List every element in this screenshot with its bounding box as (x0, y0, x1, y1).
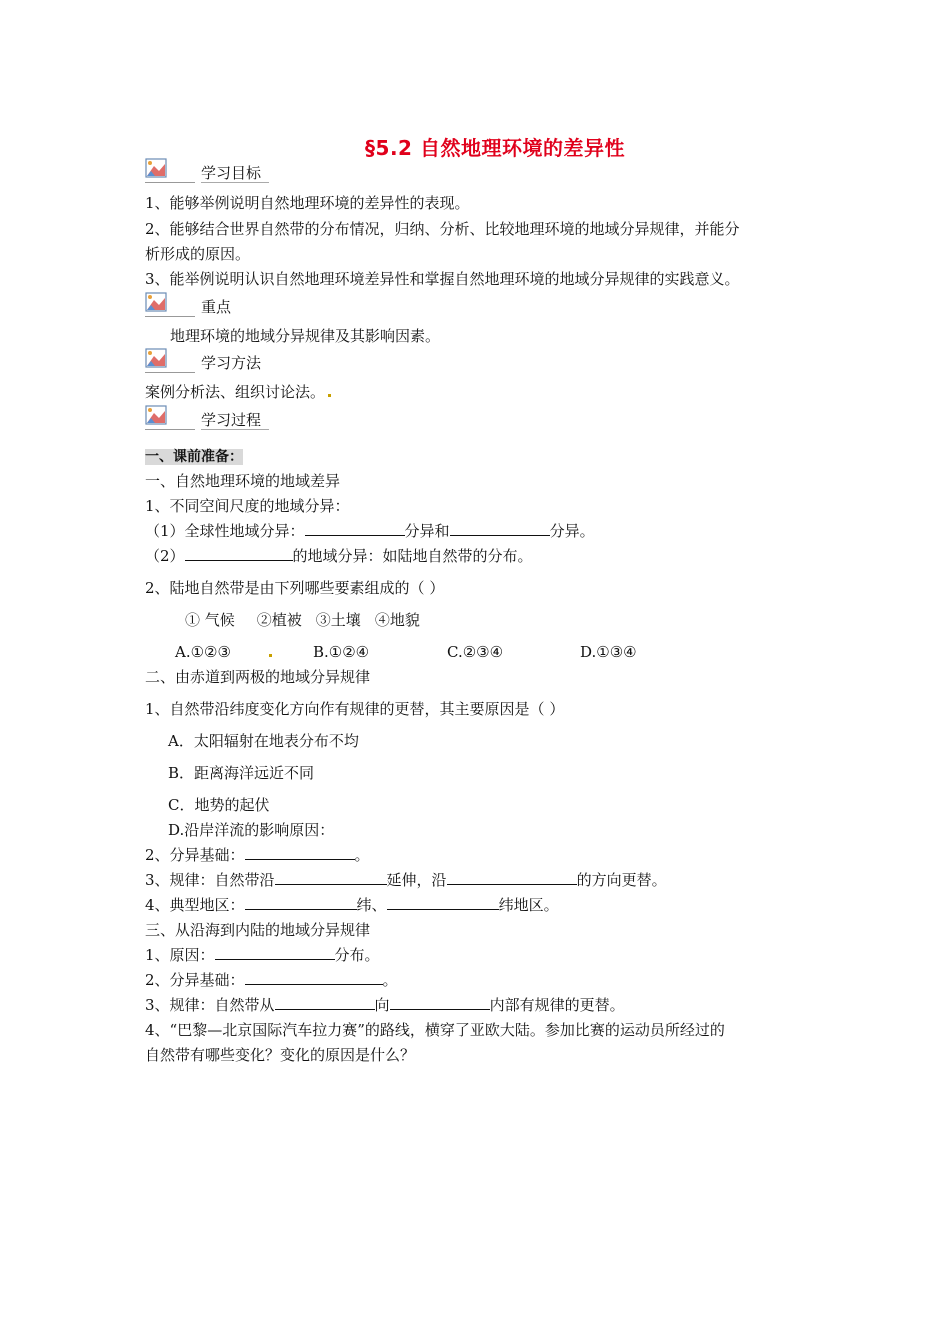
option-a: A.①②③ (175, 643, 231, 661)
method-text: 案例分析法、组织讨论法。 (145, 383, 326, 401)
option-c: C.②③④ (447, 643, 504, 661)
goal-line: 3、能举例说明认识自然地理环境差异性和掌握自然地理环境的地域分异规律的实践意义。 (145, 270, 740, 288)
section1-sub: 一、自然地理环境的地域差异 (145, 472, 341, 490)
section1-q1b: （2） 的地域分异：如陆地自然带的分布。 (145, 547, 533, 565)
section1-title: 一、课前准备： (145, 449, 243, 465)
section2-option: D.沿岸洋流的影响原因： (168, 821, 335, 839)
decorative-dot (328, 394, 331, 397)
option-b: B.①②④ (313, 643, 370, 661)
section2-q1: 1、自然带沿纬度变化方向作有规律的更替，其主要原因是（ ） (145, 700, 565, 718)
section2-q4: 4、典型地区： 纬、 纬地区。 (145, 896, 559, 914)
section1-q2: 2、陆地自然带是由下列哪些要素组成的（ ） (145, 579, 445, 597)
key-text: 地理环境的地域分异规律及其影响因素。 (170, 327, 441, 345)
heading-label: 学习过程 (201, 411, 269, 430)
section2-option: B．距离海洋远近不同 (168, 764, 315, 782)
fill-blank[interactable] (275, 995, 375, 1010)
heading-label: 学习方法 (201, 354, 262, 372)
goal-line: 1、能够举例说明自然地理环境的差异性的表现。 (145, 194, 470, 212)
image-placeholder-icon (145, 348, 195, 373)
fill-blank[interactable] (305, 521, 405, 536)
section2-q2: 2、分异基础： 。 (145, 846, 370, 864)
section2-option: A．太阳辐射在地表分布不均 (168, 732, 359, 750)
image-placeholder-icon (145, 405, 195, 430)
section1-title-line (145, 446, 243, 467)
section2-title: 二、由赤道到两极的地域分异规律 (145, 668, 371, 686)
fill-blank[interactable] (245, 895, 357, 910)
goal-line: 2、能够结合世界自然带的分布情况，归纳、分析、比较地理环境的地域分异规律，并能分 (145, 220, 740, 238)
section3-q4: 4、“巴黎—北京国际汽车拉力赛”的路线，横穿了亚欧大陆。参加比赛的运动员所经过的 (145, 1021, 725, 1039)
decorative-dot (269, 654, 272, 657)
fill-blank[interactable] (245, 845, 355, 860)
goal-line: 析形成的原因。 (145, 245, 251, 263)
page-title: §5.2 自然地理环境的差异性 (365, 136, 625, 160)
method-line (145, 382, 334, 402)
section3-q1: 1、原因： 分布。 (145, 946, 380, 964)
fill-blank[interactable] (390, 995, 490, 1010)
section3-title: 三、从沿海到内陆的地域分异规律 (145, 921, 371, 939)
fill-blank[interactable] (185, 546, 293, 561)
image-placeholder-icon (145, 158, 195, 183)
section3-q3: 3、规律：自然带从 向 内部有规律的更替。 (145, 996, 625, 1014)
heading-label: 重点 (201, 298, 232, 316)
image-placeholder-icon (145, 292, 195, 317)
section3-q2: 2、分异基础： 。 (145, 971, 398, 989)
option-d: D.①③④ (580, 643, 637, 661)
fill-blank[interactable] (450, 521, 550, 536)
section1-q2-items: ① 气候 ②植被 ③土壤 ④地貌 (185, 611, 420, 629)
fill-blank[interactable] (387, 895, 499, 910)
section1-q1a: （1）全球性地域分异： 分异和 分异。 (145, 522, 595, 540)
section2-option: C．地势的起伏 (168, 796, 270, 814)
heading-label: 学习目标 (201, 164, 269, 183)
section3-q4-cont: 自然带有哪些变化？变化的原因是什么？ (145, 1046, 416, 1064)
fill-blank[interactable] (245, 970, 383, 985)
fill-blank[interactable] (215, 945, 335, 960)
fill-blank[interactable] (447, 870, 577, 885)
section1-q1: 1、不同空间尺度的地域分异： (145, 497, 350, 515)
decorative-dot-line (266, 642, 275, 662)
section1-q2-options (175, 642, 231, 662)
section2-q3: 3、规律：自然带沿 延伸，沿 的方向更替。 (145, 871, 667, 889)
fill-blank[interactable] (275, 870, 387, 885)
